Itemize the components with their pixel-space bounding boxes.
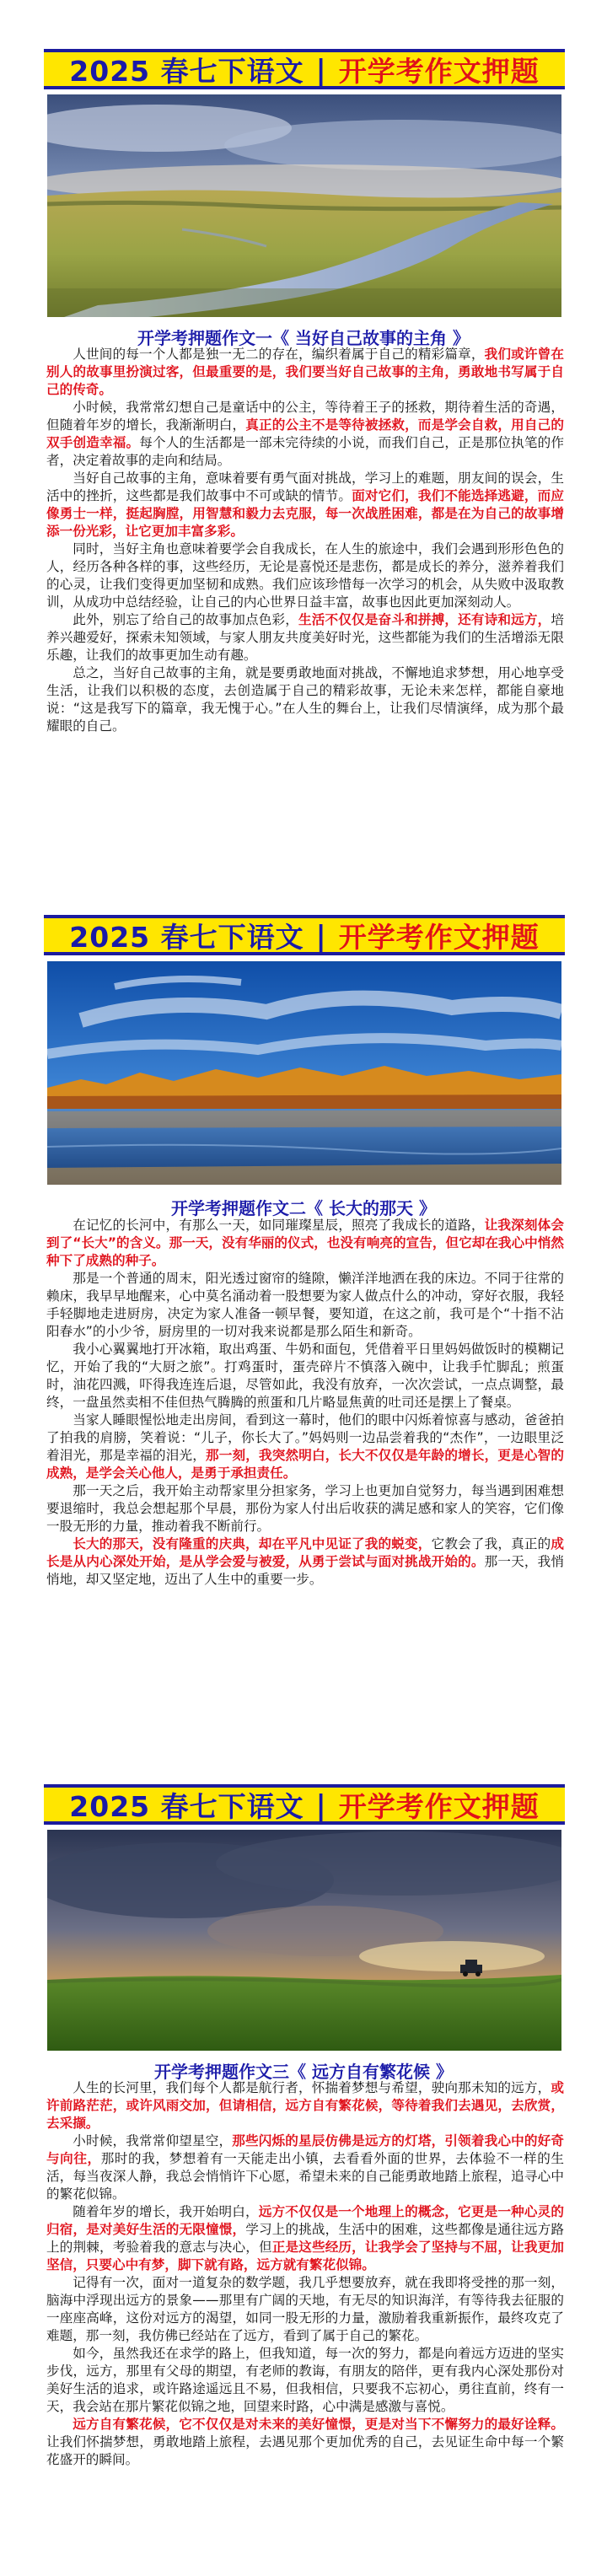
body-text: 记得有一次，面对一道复杂的数学题，我几乎想要放弃，就在我即将受挫的那一刻，脑海中浮现出远方的景象——那里有广阔的天地，有无尽的知识海洋，有等待我去征服的一座座高峰，这份对远方的渴望，如同一股无形的力量，激励着我重新振作，最终攻克了难题，那一刻，我仿佛已经站在了远方，看到了属于自己的繁花。	[46, 2275, 564, 2343]
body-text: 它教会了我，真正的	[431, 1536, 551, 1552]
highlight-text: 远方自有繁花候，它不仅仅是对未来的美好憧憬，更是对当下不懈努力的最好诠释。	[73, 2417, 564, 2432]
body-text: 随着年岁的增长，我开始明白，	[73, 2204, 259, 2219]
body-text: 那时的我，梦想着有一天能走出小镇，去看看外面的世界，去体验不一样的生活，每当夜深人静，我总会悄悄许下心愿，希望未来的自己能勇敢地踏上旅程，追寻心中的繁花似锦。	[46, 2151, 564, 2202]
body-text: 小时候，我常常仰望星空，	[73, 2133, 233, 2148]
essay-title: 开学考押题作文二《 长大的那天 》	[171, 1198, 436, 1218]
body-text: 当家人睡眼惺忪地走出房间，看到这一幕时，他们的眼中闪烁着惊喜与感动，爸爸拍了拍我的肩膀，笑着说：“儿子，你长大了。”妈妈则一边品尝着我的“杰作”，一边眼里泛着泪光，那是幸福的泪光，	[46, 1412, 564, 1463]
banner-year-title: 2025 春七下语文	[69, 920, 304, 954]
highlight-text: 长大的那天，没有隆重的庆典，却在平凡中见证了我的蜕变，	[73, 1536, 432, 1552]
body-text: 那一天之后，我开始主动帮家里分担家务，学习上也更加自觉努力，每当遇到困难想要退缩时，我总会想起那个早晨，那份为家人付出后收获的满足感和家人的笑容，它们像一股无形的力量，推动着我不断前行。	[46, 1483, 564, 1534]
banner-year-title: 2025 春七下语文	[69, 1789, 304, 1823]
body-text: 小时候，我常常幻想自己是童话中的公主，等待着王子的拯救，期待着生活的奇遇，但随着年岁的增长，我渐渐明白，	[46, 400, 564, 433]
body-text: 此外，别忘了给自己的故事加点色彩，	[73, 612, 299, 627]
essay-body	[46, 2079, 564, 2469]
header-banner	[44, 1784, 565, 1825]
body-text: 在记忆的长河中，有那么一天，如同璀璨星辰，照亮了我成长的道路，	[73, 1218, 485, 1233]
body-text: 同时，当好主角也意味着要学会自我成长，在人生的旅途中，我们会遇到形形色色的人，经历各种各样的事，这些经历，无论是喜悦还是悲伤，都是成长的养分，滋养着我们的心灵，让我们变得更加坚韧和成熟。我们应该珍惜每一次学习的机会，从失败中汲取教训，从成功中总结经验，让自己的内心世界日益丰富，故事也因此更加深刻动人。	[46, 541, 564, 610]
body-text: 如今，虽然我还在求学的路上，但我知道，每一次的努力，都是向着远方迈进的坚实步伐，远方，那里有父母的期望，有老师的教诲，有朋友的陪伴，更有我内心深处那份对美好生活的追求，或许路途遥远且不易，但我相信，只要我不忘初心，勇往直前，终有一天，我会站在那片繁花似锦之地，回望来时路，心中满是感激与喜悦。	[46, 2346, 564, 2414]
sunset-grassland-photo	[47, 1830, 561, 2051]
body-text: 让我们怀揣梦想，勇敢地踏上旅程，去遇见那个更加优秀的自己，去见证生命中每一个繁花盛开的瞬间。	[46, 2434, 564, 2467]
body-text: 总之，当好自己故事的主角，就是要勇敢地面对挑战，不懈地追求梦想，用心地享受生活，让我们以积极的态度，去创造属于自己的精彩故事，无论未来怎样，都能自豪地说：“这是我写下的篇章，我无愧于心。”在人生的舞台上，让我们尽情演绎，成为那个最耀眼的自己。	[46, 665, 564, 734]
body-text: 那一天，我悄悄地，却又坚定地，迈出了人生中的重要一步。	[46, 1554, 564, 1587]
highlight-text: 让我深刻体会到了“长大”的含义。那一天，没有华丽的仪式，也没有响亮的宣告，但它却在我心中悄然种下了成熟的种子。	[46, 1218, 564, 1268]
banner-year-title: 2025 春七下语文	[69, 54, 304, 88]
banner-topic: 开学考作文押题	[338, 1789, 540, 1823]
body-text: 人世间的每一个人都是独一无二的存在，编织着属于自己的精彩篇章，	[73, 347, 485, 362]
body-text: 每个人的生活都是一部未完待续的小说，而我们自己，正是那位执笔的作者，决定着故事的走向和结局。	[46, 435, 564, 468]
highlight-text: 远方不仅仅是一个地理上的概念，它更是一种心灵的归宿，是对美好生活的无限憧憬，	[46, 2204, 564, 2237]
body-text: 培养兴趣爱好，探索未知领域，与家人朋友共度美好时光，这些都能为我们的生活增添无限乐趣，让我们的故事更加生动有趣。	[46, 612, 564, 663]
highlight-text: 那些闪烁的星辰仿佛是远方的灯塔，引领着我心中的好奇与向往，	[46, 2133, 564, 2166]
essay-paragraph	[46, 2203, 564, 2274]
highlight-text: 真正的公主不是等待被拯救，而是学会自救，用自己的双手创造幸福。	[46, 417, 564, 450]
essay-paragraph	[46, 2345, 564, 2416]
body-text: 人生的长河里，我们每个人都是航行者，怀揣着梦想与希望，驶向那未知的远方，	[73, 2080, 551, 2095]
essay-paragraph	[46, 2416, 564, 2469]
essay-paragraph	[46, 2274, 564, 2345]
highlight-text: 那一刻，我突然明白，长大不仅仅是年龄的增长，更是心智的成熟，是学会关心他人，是勇于承担责任。	[46, 1448, 564, 1481]
banner-separator: |	[315, 918, 327, 952]
highlight-text: 或许前路茫茫，或许风雨交加，但请相信，远方自有繁花候，等待着我们去遇见，去欣赏，去采撷。	[46, 2080, 564, 2131]
essay-title: 开学考押题作文一《 当好自己故事的主角 》	[137, 328, 470, 348]
banner-topic: 开学考作文押题	[338, 920, 540, 954]
essay-paragraph	[46, 2079, 564, 2132]
body-text: 学习上的挑战，生活中的困难，这些都像是通往远方路上的荆棘，考验着我的意志与决心，但	[46, 2222, 564, 2255]
body-text: 当好自己故事的主角，意味着要有勇气面对挑战，学习上的难题，朋友间的误会，生活中的挫折，这些都是我们故事中不可或缺的情节。	[46, 471, 564, 503]
body-text: 那是一个普通的周末，阳光透过窗帘的缝隙，懒洋洋地洒在我的床边。不同于往常的赖床，我早早地醒来，心中莫名涌动着一股想要为家人做点什么的冲动，穿好衣服，我轻手轻脚地走进厨房，决定为家人准备一顿早餐，要知道，在这之前，我可是个“十指不沾阳春水”的小少爷，厨房里的一切对我来说都是那么陌生和新奇。	[46, 1271, 564, 1339]
body-text: 我小心翼翼地打开冰箱，取出鸡蛋、牛奶和面包，凭借着平日里妈妈做饭时的模糊记忆，开始了我的“大厨之旅”。打鸡蛋时，蛋壳碎片不慎落入碗中，让我手忙脚乱；煎蛋时，油花四溅，吓得我连连后退，尽管如此，我没有放弃，一次次尝试，一点点调整，最终，一盘虽然卖相不佳但热气腾腾的煎蛋和几片略显焦黄的吐司还是摆上了餐桌。	[46, 1342, 564, 1410]
essay-paragraph	[46, 2132, 564, 2203]
highlight-text: 成长是从内心深处开始，是从学会爱与被爱，从勇于尝试与面对挑战开始的。	[46, 1536, 564, 1569]
essay-title: 开学考押题作文三《 远方自有繁花候 》	[154, 2062, 453, 2082]
banner-topic: 开学考作文押题	[338, 54, 540, 88]
highlight-text: 我们或许曾在别人的故事里扮演过客，但最重要的是，我们要当好自己故事的主角，勇敢地书写属于自己的传奇。	[46, 347, 564, 397]
highlight-text: 面对它们，我们不能选择逃避，而应像勇士一样，挺起胸膛，用智慧和毅力去克服，每一次战胜困难，都是在为自己的故事增添一份光彩，让它更加丰富多彩。	[46, 488, 564, 539]
banner-separator: |	[315, 52, 327, 86]
banner-separator: |	[315, 1788, 327, 1821]
highlight-text: 正是这些经历，让我学会了坚持与不屈，让我更加坚信，只要心中有梦，脚下就有路，远方就有繁花似锦。	[46, 2240, 564, 2272]
highlight-text: 生活不仅仅是奋斗和拼搏，还有诗和远方，	[298, 612, 551, 627]
